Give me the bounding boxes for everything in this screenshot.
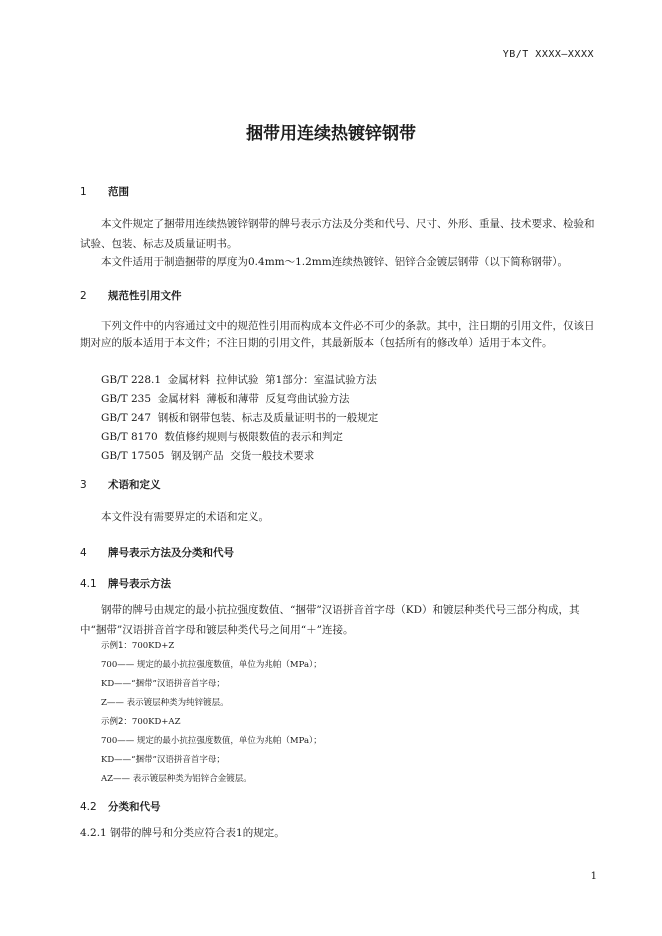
example-1-heading [101,639,174,651]
section-4-1-heading [80,576,171,591]
section-number: 3 [80,479,87,491]
section-number: 2 [80,290,87,302]
example-label: 示例2： [101,717,132,727]
clause-4-2-1: 4.2.1 钢带的牌号和分类应符合表1的规定。 [80,827,285,839]
section-title: 牌号表示方法 [108,578,171,590]
section-title: 术语和定义 [108,479,161,491]
section-number: 4.2 [80,801,97,813]
section-3-heading [80,477,161,492]
example-code: 700KD+AZ [131,717,181,727]
section-title: 规范性引用文件 [108,290,182,302]
section-number: 4 [80,547,87,559]
section-4-2-heading [80,799,161,814]
example-line: 700—— 规定的最小抗拉强度数值，单位为兆帕（MPa）； [101,736,322,746]
reference-item: GB/T 235 金属材料 薄板和薄带 反复弯曲试验方法 [101,393,350,405]
example-code: 700KD+Z [131,641,175,651]
example-line: 700—— 规定的最小抗拉强度数值，单位为兆帕（MPa）； [101,660,322,670]
example-line: Z—— 表示镀层种类为纯锌镀层。 [101,698,229,708]
section-2-heading [80,288,182,303]
section-title: 范围 [108,186,129,198]
reference-item: GB/T 228.1 金属材料 拉伸试验 第1部分：室温试验方法 [101,374,377,386]
section-number: 1 [80,186,87,198]
reference-item: GB/T 17505 钢及钢产品 交货一般技术要求 [101,450,315,462]
reference-item: GB/T 247 钢板和钢带包装、标志及质量证明书的一般规定 [101,412,379,424]
example-line: AZ—— 表示镀层种类为铝锌合金镀层。 [101,774,252,784]
example-line: KD——“捆带”汉语拼音首字母； [101,755,225,765]
example-2-heading [101,715,180,727]
example-label: 示例1： [101,641,132,651]
document-title: 捆带用连续热镀锌钢带 [246,124,416,144]
section-title: 牌号表示方法及分类和代号 [108,547,234,559]
standard-code: YB/T XXXX—XXXX [502,49,594,60]
terms-paragraph: 本文件没有需要界定的术语和定义。 [101,511,269,523]
section-number: 4.1 [80,578,97,590]
section-4-heading [80,545,234,560]
designation-paragraph: 钢带的牌号由规定的最小抗拉强度数值、“捆带”汉语拼音首字母（KD）和镀层种类代号三部分构成，其中“捆带”汉语拼音首字母和镀层种类代号之间用“＋”连接。 [80,604,580,636]
normative-references-paragraph: 下列文件中的内容通过文中的规范性引用而构成本文件必不可少的条款。其中，注日期的引用文件，仅该日期对应的版本适用于本文件；不注日期的引用文件，其最新版本（包括所有的修改单）适用于本文件。 [80,320,595,349]
section-title: 分类和代号 [108,801,161,813]
scope-paragraph-1: 本文件规定了捆带用连续热镀锌钢带的牌号表示方法及分类和代号、尺寸、外形、重量、技术要求、检验和试验、包装、标志及质量证明书。 [80,218,595,250]
scope-paragraph-2: 本文件适用于制造捆带的厚度为0.4mm～1.2mm连续热镀锌、铝锌合金镀层钢带（以下简称钢带）。 [101,256,568,268]
section-1-heading [80,184,129,199]
example-line: KD——“捆带”汉语拼音首字母； [101,679,225,689]
reference-item: GB/T 8170 数值修约规则与极限数值的表示和判定 [101,431,343,443]
page-number: 1 [590,871,597,882]
